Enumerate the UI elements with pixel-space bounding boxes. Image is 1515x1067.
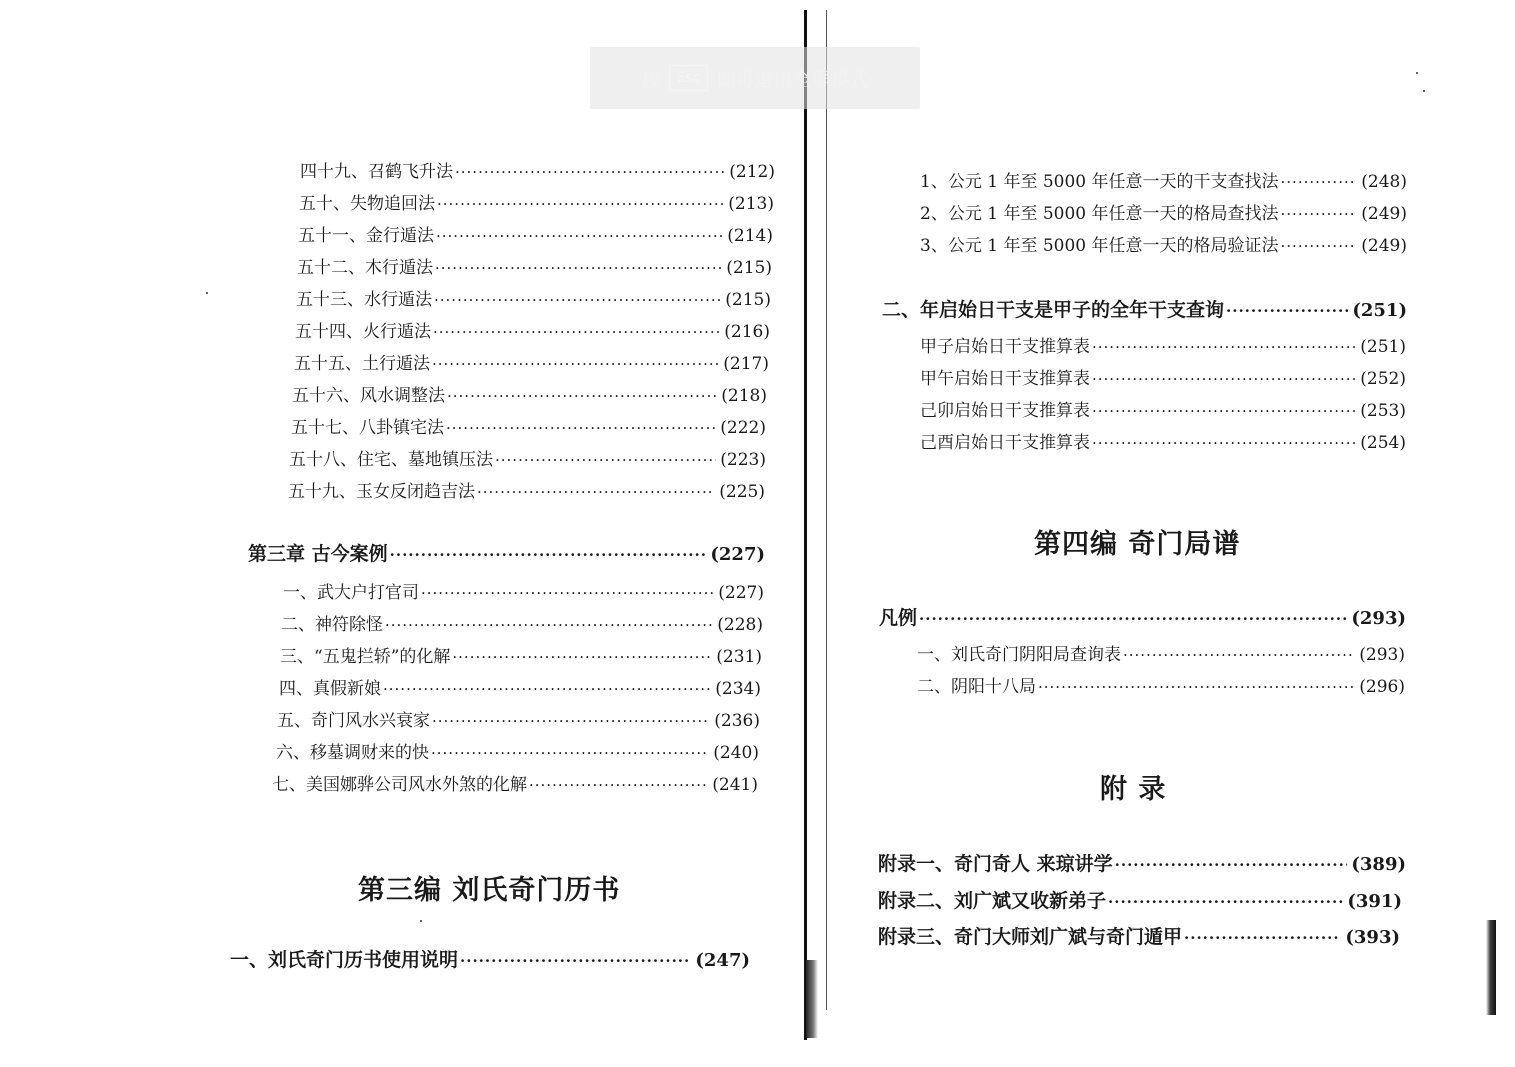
leader-dots: [383, 680, 711, 698]
toc-appendix-entry[interactable]: [878, 922, 1400, 949]
leader-dots: [455, 163, 725, 181]
toc-entry[interactable]: [298, 221, 773, 246]
toc-entry[interactable]: [920, 167, 1407, 192]
toc-entry[interactable]: [920, 231, 1407, 256]
scan-speck: [206, 292, 208, 294]
toc-entry[interactable]: [272, 770, 758, 795]
leader-dots: [495, 451, 716, 469]
book-spine-shadow: [804, 10, 807, 1040]
leader-dots: [433, 323, 720, 341]
toc-entry-title: 三、“五鬼拦轿”的化解: [280, 647, 451, 667]
part-heading: 第三编 刘氏奇门历书: [358, 875, 621, 906]
appendix-heading: 附 录: [1100, 774, 1167, 805]
toc-chapter-page: (227): [710, 544, 765, 565]
toc-entry-page: (241): [712, 775, 758, 795]
toc-entry-title: 五十一、金行遁法: [298, 226, 434, 246]
toc-entry-title: 3、公元 1 年至 5000 年任意一天的格局验证法: [920, 236, 1279, 256]
toc-entry-page: (215): [725, 290, 771, 310]
toc-appendix-title: 附录三、奇门大师刘广斌与奇门遁甲: [878, 926, 1183, 948]
toc-entry-title: 2、公元 1 年至 5000 年任意一天的格局查找法: [920, 204, 1279, 224]
toc-entry-title: 五十八、住宅、墓地镇压法: [289, 450, 493, 470]
leader-dots: [1092, 370, 1356, 388]
toc-entry-title: 四十九、召鹤飞升法: [300, 162, 453, 182]
toc-entry[interactable]: [920, 396, 1406, 421]
toc-section-page: (251): [1352, 300, 1407, 321]
leader-dots: [1092, 338, 1356, 356]
toc-entry-title: 五十六、风水调整法: [292, 386, 445, 406]
toc-entry-page: (234): [715, 679, 761, 699]
toc-entry[interactable]: [288, 477, 765, 502]
leader-dots: [529, 776, 708, 794]
esc-key-badge: Esc: [669, 65, 709, 91]
toc-section-title: 一、刘氏奇门历书使用说明: [230, 949, 459, 971]
leader-dots: [1115, 856, 1348, 874]
toc-entry-title: 七、美国娜骅公司风水外煞的化解: [272, 775, 527, 795]
scan-speck: [1416, 72, 1418, 74]
toc-entry-page: (293): [1359, 645, 1405, 665]
leader-dots: [431, 744, 709, 762]
toc-entry[interactable]: [296, 285, 771, 310]
toc-entry[interactable]: [295, 317, 770, 342]
toc-entry[interactable]: [920, 364, 1406, 389]
banner-prefix: 按: [641, 68, 661, 91]
toc-entry[interactable]: [280, 642, 762, 667]
leader-dots: [1226, 302, 1348, 320]
toc-entry[interactable]: [279, 674, 761, 699]
part-heading: 第四编 奇门局谱: [1034, 529, 1241, 560]
toc-entry-title: 二、神符除怪: [281, 615, 383, 635]
leader-dots: [437, 195, 724, 213]
toc-entry[interactable]: [283, 578, 764, 603]
toc-chapter-title: 第三章 古今案例: [248, 543, 388, 565]
toc-entry-page: (240): [713, 743, 759, 763]
leader-dots: [447, 387, 717, 405]
toc-entry-page: (213): [728, 194, 774, 214]
book-spine-line: [826, 10, 827, 1010]
toc-entry-page: (249): [1361, 204, 1407, 224]
page-edge-shadow: [1486, 920, 1496, 1015]
leader-dots: [436, 227, 723, 245]
spine-bottom-shadow: [806, 960, 818, 1038]
toc-entry[interactable]: [291, 413, 766, 438]
banner-suffix: 即可退出全屏模式: [716, 68, 869, 91]
leader-dots: [1281, 173, 1358, 191]
toc-entry[interactable]: [300, 157, 775, 182]
toc-entry[interactable]: [920, 199, 1407, 224]
leader-dots: [446, 419, 716, 437]
toc-entry-page: (218): [721, 386, 767, 406]
toc-appendix-entry[interactable]: [878, 886, 1402, 913]
leader-dots: [432, 712, 710, 730]
toc-section-entry[interactable]: [230, 945, 750, 972]
toc-entry-page: (223): [720, 450, 766, 470]
toc-entry-title: 己酉启始日干支推算表: [920, 433, 1090, 453]
toc-entry-page: (212): [729, 162, 775, 182]
leader-dots: [452, 648, 712, 666]
leader-dots: [390, 546, 707, 564]
fullscreen-exit-banner: [590, 47, 920, 109]
toc-entry-page: (252): [1360, 369, 1406, 389]
toc-entry-title: 一、武大户打官司: [283, 583, 419, 603]
toc-entry-title: 五十三、水行遁法: [296, 290, 432, 310]
toc-entry-title: 1、公元 1 年至 5000 年任意一天的干支查找法: [920, 172, 1279, 192]
toc-section-title: 二、年启始日干支是甲子的全年干支查询: [882, 299, 1225, 321]
toc-entry-page: (225): [719, 482, 765, 502]
toc-section-title: 凡例: [879, 607, 918, 629]
toc-entry-title: 一、刘氏奇门阴阳局查询表: [917, 645, 1121, 665]
toc-entry-page: (215): [726, 258, 772, 278]
toc-entry-page: (248): [1361, 172, 1407, 192]
toc-entry-title: 二、阴阳十八局: [917, 677, 1036, 697]
toc-entry-page: (231): [716, 647, 762, 667]
scan-speck: [420, 920, 422, 922]
toc-entry-page: (227): [718, 583, 764, 603]
leader-dots: [385, 616, 713, 634]
leader-dots: [1281, 205, 1358, 223]
toc-entry-page: (249): [1361, 236, 1407, 256]
toc-chapter-entry[interactable]: [248, 539, 765, 566]
toc-appendix-page: (391): [1347, 891, 1402, 912]
toc-entry-title: 四、真假新娘: [279, 679, 381, 699]
toc-entry-page: (296): [1359, 677, 1405, 697]
scan-speck: [1423, 90, 1425, 92]
toc-appendix-page: (389): [1351, 854, 1406, 875]
toc-entry-title: 甲午启始日干支推算表: [920, 369, 1090, 389]
toc-section-page: (293): [1351, 608, 1406, 629]
toc-entry-page: (214): [727, 226, 773, 246]
toc-entry-page: (254): [1360, 433, 1406, 453]
toc-entry[interactable]: [292, 381, 767, 406]
toc-entry[interactable]: [299, 189, 774, 214]
leader-dots: [460, 952, 691, 970]
toc-entry-title: 己卯启始日干支推算表: [920, 401, 1090, 421]
toc-section-page: (247): [695, 950, 750, 971]
toc-entry[interactable]: [917, 672, 1405, 697]
toc-entry[interactable]: [277, 706, 760, 731]
toc-entry-title: 五十七、八卦镇宅法: [291, 418, 444, 438]
toc-entry-page: (253): [1360, 401, 1406, 421]
toc-appendix-page: (393): [1345, 927, 1400, 948]
toc-entry-page: (222): [720, 418, 766, 438]
leader-dots: [434, 291, 721, 309]
toc-appendix-entry[interactable]: [878, 849, 1406, 876]
toc-entry[interactable]: [917, 640, 1405, 665]
toc-section-entry[interactable]: [879, 603, 1406, 630]
leader-dots: [1092, 434, 1356, 452]
toc-entry-page: (216): [724, 322, 770, 342]
toc-appendix-title: 附录二、刘广斌又收新弟子: [878, 890, 1107, 912]
toc-entry-page: (217): [723, 354, 769, 374]
leader-dots: [919, 610, 1347, 628]
toc-entry[interactable]: [294, 349, 769, 374]
toc-entry-title: 五十五、土行遁法: [294, 354, 430, 374]
leader-dots: [1184, 929, 1341, 947]
toc-appendix-title: 附录一、奇门奇人 来琼讲学: [878, 853, 1113, 875]
toc-entry[interactable]: [276, 738, 759, 763]
toc-entry-title: 五十、失物追回法: [299, 194, 435, 214]
toc-entry[interactable]: [289, 445, 766, 470]
leader-dots: [432, 355, 719, 373]
toc-entry-page: (251): [1360, 337, 1406, 357]
leader-dots: [1038, 678, 1355, 696]
toc-entry-title: 五十二、木行遁法: [297, 258, 433, 278]
leader-dots: [435, 259, 722, 277]
toc-entry-title: 五十九、玉女反闭趋吉法: [288, 482, 475, 502]
toc-entry-title: 五十四、火行遁法: [295, 322, 431, 342]
toc-entry-title: 甲子启始日干支推算表: [920, 337, 1090, 357]
toc-entry-title: 五、奇门风水兴衰家: [277, 711, 430, 731]
toc-entry-page: (228): [717, 615, 763, 635]
leader-dots: [421, 584, 714, 602]
leader-dots: [477, 483, 715, 501]
toc-entry[interactable]: [281, 610, 763, 635]
toc-entry[interactable]: [297, 253, 772, 278]
leader-dots: [1092, 402, 1356, 420]
leader-dots: [1281, 237, 1358, 255]
toc-section-entry[interactable]: [882, 295, 1407, 322]
leader-dots: [1108, 893, 1343, 911]
toc-entry-page: (236): [714, 711, 760, 731]
toc-entry[interactable]: [920, 428, 1406, 453]
toc-entry[interactable]: [920, 332, 1406, 357]
leader-dots: [1123, 646, 1355, 664]
toc-entry-title: 六、移墓调财来的快: [276, 743, 429, 763]
